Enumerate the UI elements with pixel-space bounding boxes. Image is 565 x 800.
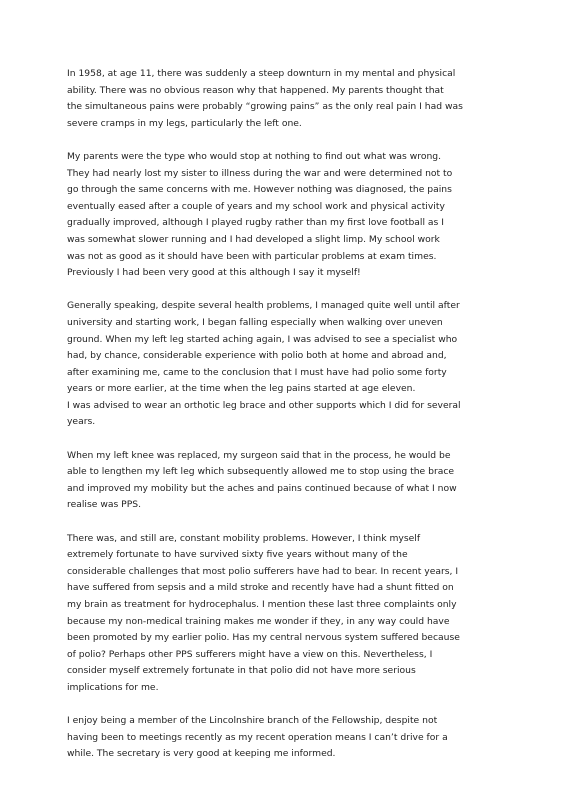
paragraph-mobility-problems: There was, and still are, constant mobility problems. However, I think myself extremely fortunate to have survived sixty five years without many of the considerable challenges that most polio sufferers have had to bear. In recent years, I have suffered from sepsis and a mild stroke and recently have had a shunt fitted on my brain as treatment for hydrocephalus. I mention these last three complaints only because my non-medical training makes me wonder if they, in any way could have been promoted by my earlier polio. Has my central nervous system suffered because of polio? Perhaps other PPS sufferers might have a view on this. Nevertheless, I consider myself extremely fortunate in that polio did not have more serious implications for me. [67, 532, 460, 693]
paragraph-knee-replacement: When my left knee was replaced, my surgeon said that in the process, he would be able to lengthen my left leg which subsequently allowed me to stop using the brace and improved my mobility but the aches and pains continued because of what I now realise was PPS. [67, 449, 457, 511]
paragraph-polio-diagnosis: Generally speaking, despite several health problems, I managed quite well until after university and starting work, I began falling especially when walking over uneven ground. When my left leg started aching again, I was advised to see a specialist who had, by chance, considerable experience with polio both at home and abroad and, after examining me, came to the conclusion that I must have had polio some forty years or more earlier, at the time when the leg pains started at age eleven. I was advised to wear an orthotic leg brace and other supports which I did for several years. [67, 300, 461, 428]
paragraph-fellowship-membership: I enjoy being a member of the Lincolnshire branch of the Fellowship, despite not having been to meetings recently as my recent operation means I can’t drive for a while. The secretary is very good at keeping me informed. [67, 715, 448, 760]
paragraph-childhood-illness: In 1958, at age 11, there was suddenly a steep downturn in my mental and physical ability. There was no obvious reason why that happened. My parents thought that the simultaneous pains were probably “growing pains” as the only real pain I had was severe cramps in my legs, particularly the left one. [67, 68, 463, 129]
document-body [67, 66, 503, 780]
paragraph-parents-search: My parents were the type who would stop at nothing to find out what was wrong. They had nearly lost my sister to illness during the war and were determined not to go through the same concerns with me. However nothing was diagnosed, the pains eventually eased after a couple of years and my school work and physical activity gradually improved, although I played rugby rather than my first love football as I was somewhat slower running and I had developed a slight limp. My school work was not as good as it should have been with particular problems at exam times. Previously I had been very good at this although I say it myself! [67, 150, 453, 279]
